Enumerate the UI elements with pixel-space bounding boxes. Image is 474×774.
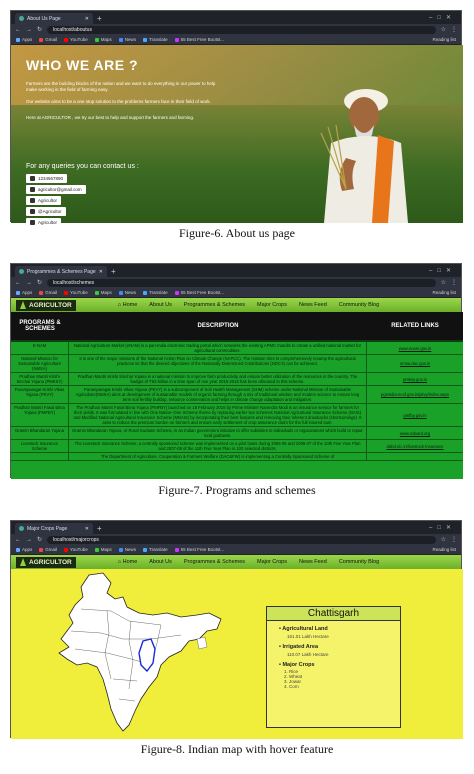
irrigated-value: 110.07 Lakh Hectare xyxy=(287,652,329,657)
forward-icon[interactable]: → xyxy=(26,279,32,286)
site-logo[interactable]: AGRICULTOR xyxy=(16,300,76,311)
bookmark-gmail[interactable]: Gmail xyxy=(39,37,57,42)
bookmark-maps[interactable]: Maps xyxy=(95,547,112,552)
nav-crops[interactable]: Major Crops xyxy=(257,559,287,565)
bookmark-maps[interactable]: Maps xyxy=(95,37,112,42)
table-body xyxy=(11,342,463,461)
program-description: The Pradhan Mantri Fasal Bima Yojana (PMFBY) launched on 18 February 2016 by Prime Minister Narendra Modi is an insurance service for farmers for their yields. It was formulated in line with One Nation–One Scheme theme by replacing earlier two schemes National Agricultural Insurance Scheme (NAIS) and Modified National Agricultural Insurance Scheme (MNAIS) by incorporating their best features and removing their inherent drawbacks (shortcomings). It aims to reduce the premium burden on farmers and ensure early settlement of crop assurance claim for the full insured sum. xyxy=(69,404,367,426)
list-item: 1. Rice xyxy=(289,669,400,674)
table-row xyxy=(11,427,463,440)
tab-favicon-icon xyxy=(19,526,24,531)
phone-icon xyxy=(30,176,35,181)
crops-list xyxy=(289,669,400,689)
star-icon[interactable]: ☆ xyxy=(440,537,446,543)
list-item: 3. Jowar xyxy=(289,679,400,684)
bookmark-gmail[interactable]: Gmail xyxy=(39,547,57,552)
program-description: The Livestock Insurance Scheme, a centrally sponsored scheme was implemented on a pilot basis during 2005-06 and 2006-07 of the 10th Five Year Plan and 2007-08 of the 11th Five Year Plan in 100 selected districts. xyxy=(69,440,367,452)
programs-table xyxy=(11,312,463,479)
nav-about[interactable]: About Us xyxy=(149,302,172,308)
state-name: Chattisgarh xyxy=(267,607,400,621)
header-links: RELATED LINKS xyxy=(391,323,439,329)
bookmark-news[interactable]: News xyxy=(119,37,136,42)
nav-crops[interactable]: Major Crops xyxy=(257,302,287,308)
state-info-box xyxy=(266,606,401,728)
site-nav xyxy=(11,555,461,569)
back-icon[interactable]: ← xyxy=(15,279,21,286)
back-icon[interactable]: ← xyxy=(15,536,21,543)
tab-bar xyxy=(11,11,461,24)
menu-icon[interactable]: ⋮ xyxy=(451,280,457,286)
irrigated-section: • Irrigated Area 110.07 Lakh Hectare xyxy=(279,644,400,657)
new-tab-button[interactable]: + xyxy=(111,267,116,276)
reading-list[interactable]: Reading list xyxy=(432,290,456,295)
program-name: Livestock Insurance Scheme xyxy=(11,440,69,452)
address-bar-row xyxy=(11,24,461,35)
list-item: 4. Corn xyxy=(289,684,400,689)
nav-home[interactable]: ⌂ Home xyxy=(117,302,138,308)
tab-favicon-icon xyxy=(19,16,24,21)
site-logo[interactable]: AGRICULTOR xyxy=(16,557,76,568)
figure-programs xyxy=(10,263,462,478)
bookmark-translate[interactable]: Translate xyxy=(143,37,168,42)
window-controls[interactable]: –□✕ xyxy=(429,15,456,21)
farmer-photo xyxy=(276,63,426,223)
program-link[interactable]: dahd.nic.in/livestock-insurance xyxy=(386,443,444,449)
star-icon[interactable]: ☆ xyxy=(440,27,446,33)
contact-instagram[interactable]: @Agricultor xyxy=(26,207,66,216)
window-controls[interactable]: –□✕ xyxy=(429,268,456,274)
reload-icon[interactable]: ↻ xyxy=(37,537,43,543)
program-description: Gramin Bhandaran Yojana, or Rural Godown Scheme, is an Indian government initiative to offer subsidies to individuals or organizations which build or repair rural godowns. xyxy=(69,427,367,439)
program-link[interactable] xyxy=(367,453,463,460)
header-programs: PROGRAMS & SCHEMES xyxy=(19,320,61,332)
bookmark-translate[interactable]: Translate xyxy=(143,290,168,295)
forward-icon[interactable]: → xyxy=(26,536,32,543)
map-section xyxy=(11,569,463,739)
site-nav xyxy=(11,298,461,312)
nav-home[interactable]: ⌂ Home xyxy=(117,559,138,565)
figure-caption: Figure-7. Programs and schemes xyxy=(158,483,316,497)
address-bar-row xyxy=(11,277,461,288)
header-description: DESCRIPTION xyxy=(197,323,239,329)
table-row xyxy=(11,342,463,355)
table-row xyxy=(11,355,463,373)
logo-icon xyxy=(20,558,26,566)
nav-programs[interactable]: Programmes & Schemes xyxy=(183,302,246,308)
menu-icon[interactable]: ⋮ xyxy=(451,27,457,33)
tab-title: About Us Page xyxy=(27,15,61,22)
program-name: Paramparagat Krishi Vikas Yojana (PKVY) xyxy=(11,386,69,403)
browser-tab[interactable] xyxy=(15,266,107,277)
menu-icon[interactable]: ⋮ xyxy=(451,537,457,543)
bookmark-gmail[interactable]: Gmail xyxy=(39,290,57,295)
about-para-1: Farmers are the building blocks of the nation and we want to do everything in our power to help make working in the field of farming easy. xyxy=(26,81,216,92)
india-map[interactable] xyxy=(11,569,251,739)
tab-bar xyxy=(11,264,461,277)
program-link[interactable]: nmsa.dac.gov.in xyxy=(399,361,431,366)
bullet-icon: • xyxy=(279,644,283,650)
window-controls[interactable]: –□✕ xyxy=(429,525,456,531)
program-description: National Agriculture Market (eNAM) is a pan-India electronic trading portal which networks the existing APMC mandis to create a unified national market for agricultural commodities. xyxy=(69,342,367,354)
close-tab-icon[interactable]: ✕ xyxy=(84,15,89,22)
new-tab-button[interactable]: + xyxy=(97,524,102,533)
figure-caption: Figure-8. Indian map with hover feature xyxy=(140,742,334,756)
forward-icon[interactable]: → xyxy=(26,26,32,33)
new-tab-button[interactable]: + xyxy=(97,14,102,23)
bookmark-apps[interactable]: Apps xyxy=(16,37,32,42)
tab-bar xyxy=(11,521,461,534)
program-description: The Department of Agriculture, Cooperation & Farmers Welfare (DAC&FW) is implementing a Centrally Sponsored Scheme of xyxy=(69,453,367,460)
url-input[interactable]: localhost/schemes xyxy=(47,279,436,287)
bullet-icon: • xyxy=(279,662,283,668)
reading-list[interactable]: Reading list xyxy=(432,37,456,42)
browser-tab[interactable] xyxy=(15,523,93,534)
table-row xyxy=(11,386,463,404)
figure-map xyxy=(10,520,462,738)
program-name: Pradhan Mantri Fasal Bima Yojana (PMFBY) xyxy=(11,404,69,426)
close-tab-icon[interactable]: ✕ xyxy=(84,525,89,532)
star-icon[interactable]: ☆ xyxy=(440,280,446,286)
bookmark-youtube[interactable]: YouTube xyxy=(64,290,88,295)
table-row xyxy=(11,373,463,386)
facebook-icon xyxy=(30,198,35,203)
bookmark-apps[interactable]: Apps xyxy=(16,547,32,552)
bookmark-youtube[interactable]: YouTube xyxy=(64,37,88,42)
logo-icon xyxy=(20,301,26,309)
table-row xyxy=(11,453,463,461)
tab-favicon-icon xyxy=(19,269,24,274)
tab-title: Programmes & Schemes Page xyxy=(27,268,96,275)
nav-news[interactable]: News Feed xyxy=(298,302,327,308)
reading-list[interactable]: Reading list xyxy=(432,547,456,552)
about-para-2: Our website aims to be a one stop solution to the problems farmers face in their field of work. xyxy=(26,99,211,104)
program-description: Paramparagat Krishi Vikas Yojana (PKVY) is a subcomponent of Soil Health Management (SHM) scheme under National Mission of Sustainable Agriculture(NMSA) aims at development of sustainable models of organic farming through a mix of traditional wisdom and modern science to ensure long term soil fertility buildup, resource conservation and helps in climate change adaptation and mitigation. xyxy=(69,386,367,403)
nav-news[interactable]: News Feed xyxy=(298,559,327,565)
close-tab-icon[interactable]: ✕ xyxy=(98,268,103,275)
program-link[interactable]: pmfby.gov.in xyxy=(403,412,427,418)
url-input[interactable]: localhost/aboutus xyxy=(47,26,436,34)
twitter-icon xyxy=(30,220,35,225)
contact-facebook[interactable]: Agricultor xyxy=(26,196,61,205)
reload-icon[interactable]: ↻ xyxy=(37,280,43,286)
query-title: For any queries you can contact us : xyxy=(26,163,139,170)
table-header xyxy=(11,312,463,342)
figure-about-us xyxy=(10,10,462,225)
figure-caption: Figure-6. About us page xyxy=(179,226,295,240)
contact-email[interactable]: agricultor@gmail.com xyxy=(26,185,86,194)
program-link[interactable]: www.nabard.org xyxy=(399,430,431,436)
browser-tab[interactable] xyxy=(15,13,93,24)
about-heading: WHO WE ARE ? xyxy=(26,57,139,73)
agri-land-section: • Agricultural Land 151.01 Lakh Hectare xyxy=(279,626,400,639)
program-link[interactable]: pgsindia-ncof.gov.in/pkvy/index.aspx xyxy=(381,392,449,397)
bookmark-bootstrap[interactable]: 55 Best Free Bootst... xyxy=(175,37,225,42)
nav-programs[interactable]: Programmes & Schemes xyxy=(183,559,246,565)
table-row xyxy=(11,404,463,427)
url-input[interactable]: localhost/majorcrops xyxy=(47,536,436,544)
address-bar-row xyxy=(11,534,461,545)
program-name: Gramin Bhandaran Yojana xyxy=(11,427,69,439)
nav-blog[interactable]: Community Blog xyxy=(338,559,380,565)
agri-land-value: 151.01 Lakh Hectare xyxy=(287,634,329,639)
about-para-3: Here at AGRICULTOR , we try our best to help and support the farmers and farming. xyxy=(26,115,195,120)
bookmark-bootstrap[interactable]: 55 Best Free Bootst... xyxy=(175,547,225,552)
tab-title: Major Crops Page xyxy=(27,525,68,532)
program-link[interactable]: pmksy.gov.in xyxy=(403,376,427,382)
nav-about[interactable]: About Us xyxy=(149,559,172,565)
contact-twitter[interactable]: Agricultor xyxy=(26,218,61,227)
list-item: 2. Wheat xyxy=(289,674,400,679)
reload-icon[interactable]: ↻ xyxy=(37,27,43,33)
bookmark-translate[interactable]: Translate xyxy=(143,547,168,552)
instagram-icon xyxy=(30,209,35,214)
bookmark-news[interactable]: News xyxy=(119,547,136,552)
bullet-icon: • xyxy=(279,626,283,632)
bookmarks-bar xyxy=(11,288,461,298)
bookmarks-bar xyxy=(11,35,461,45)
program-name: Pradhan Mantri Krishi Sinchai Yojana (PMKSY) xyxy=(11,373,69,385)
program-name xyxy=(11,453,69,460)
program-link[interactable]: www.enam.gov.in xyxy=(398,345,432,351)
bookmark-youtube[interactable]: YouTube xyxy=(64,547,88,552)
nav-blog[interactable]: Community Blog xyxy=(338,302,380,308)
bookmark-bootstrap[interactable]: 55 Best Free Bootst... xyxy=(175,290,225,295)
program-description: Pradhan Mantri Krishi Sinchai Yojana is a national mission to improve farm productivity and ensure better utilization of the resources in the country. The budget of ₹53 billion in a time span of one year 2015-2016 has been allocated to this scheme. xyxy=(69,373,367,385)
bookmark-news[interactable]: News xyxy=(119,290,136,295)
bookmark-apps[interactable]: Apps xyxy=(16,290,32,295)
crops-section: • Major Crops xyxy=(279,662,315,668)
program-name: National Mission for Sustainable Agriculture (NMSA) xyxy=(11,355,69,372)
contact-phone[interactable]: 1234567890 xyxy=(26,174,67,183)
bookmark-maps[interactable]: Maps xyxy=(95,290,112,295)
program-description: It is one of the major missions of the National Action Plan on Climate Change (NAPCC). The mission tries to comprehensively revamp the agricultural practices so that the desired objectives of the Nationally Determined Contributions (NDC's) can be achieved. xyxy=(69,355,367,372)
back-icon[interactable]: ← xyxy=(15,26,21,33)
about-section xyxy=(11,45,463,223)
program-name: E-NAM xyxy=(11,342,69,354)
table-row xyxy=(11,440,463,453)
email-icon xyxy=(30,187,35,192)
bookmarks-bar xyxy=(11,545,461,555)
